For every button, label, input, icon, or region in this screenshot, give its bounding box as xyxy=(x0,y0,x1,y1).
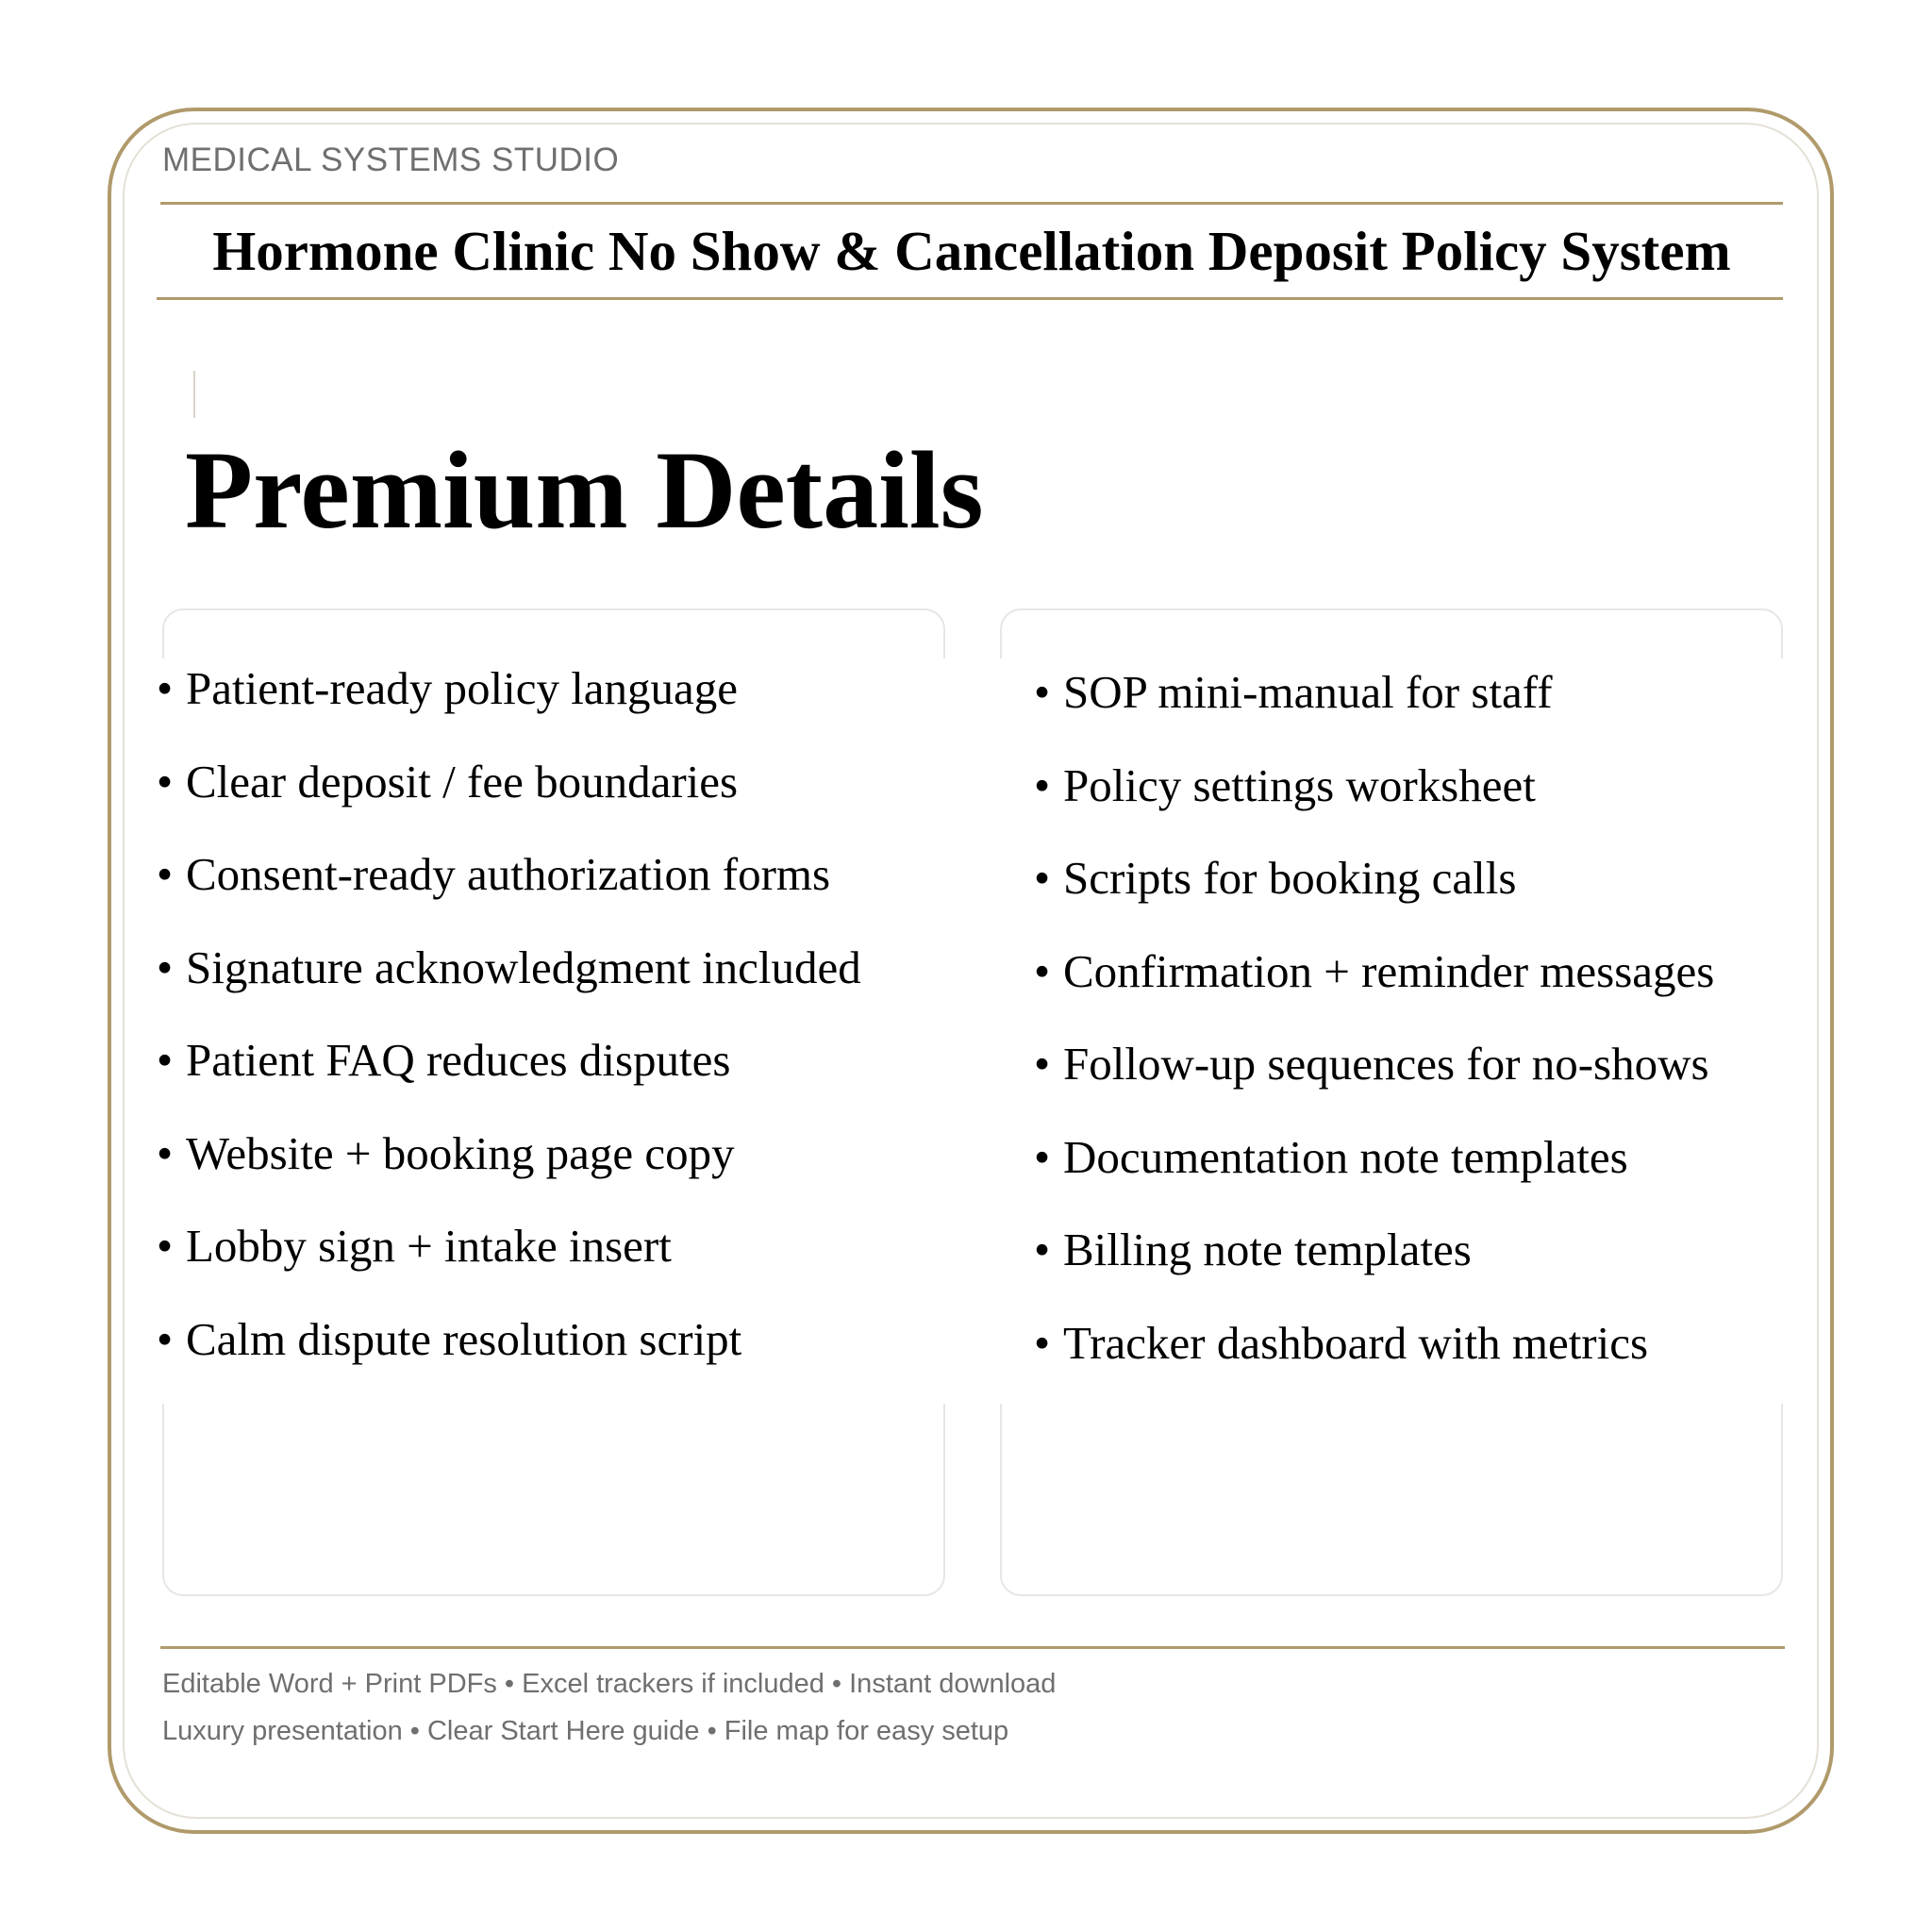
bullet-icon: • xyxy=(1034,758,1051,811)
bullet-icon: • xyxy=(157,1034,174,1086)
document-title: Hormone Clinic No Show & Cancellation Deposit Policy System xyxy=(212,220,1731,282)
bullet-icon: • xyxy=(1034,1130,1051,1183)
list-item-text: Calm dispute resolution script xyxy=(186,1312,742,1365)
right-feature-list xyxy=(1034,664,1714,1407)
list-item-text: Billing note templates xyxy=(1063,1224,1472,1275)
list-item-text: Clear deposit / fee boundaries xyxy=(186,755,739,808)
footer-line-formats: Editable Word + Print PDFs • Excel trackers if included • Instant download xyxy=(162,1669,1057,1699)
bullet-icon: • xyxy=(1034,852,1051,904)
list-item xyxy=(1034,758,1714,851)
bullet-icon: • xyxy=(157,755,174,808)
list-item xyxy=(1034,1222,1714,1315)
bullet-icon: • xyxy=(1034,1316,1051,1369)
list-item xyxy=(157,940,861,1033)
list-item-text: Website + booking page copy xyxy=(186,1126,735,1179)
list-item-text: Documentation note templates xyxy=(1063,1130,1628,1183)
bullet-icon: • xyxy=(1034,1038,1051,1090)
bullet-icon: • xyxy=(157,941,174,993)
list-item-text: Patient-ready policy language xyxy=(186,662,739,714)
brand-divider xyxy=(160,202,1783,205)
bullet-icon: • xyxy=(157,848,174,900)
list-item-text: Follow-up sequences for no-shows xyxy=(1063,1038,1709,1090)
heading-accent-bar xyxy=(193,371,195,418)
list-item xyxy=(1034,850,1714,943)
list-item xyxy=(157,846,861,940)
list-item-text: Lobby sign + intake insert xyxy=(186,1220,672,1272)
list-item-text: Confirmation + reminder messages xyxy=(1063,944,1715,997)
list-item xyxy=(157,1311,861,1405)
bullet-icon: • xyxy=(157,1312,174,1365)
footer-divider xyxy=(160,1646,1785,1649)
footer-line-presentation: Luxury presentation • Clear Start Here guide • File map for easy setup xyxy=(162,1716,1009,1746)
list-item xyxy=(1034,664,1714,758)
list-item-text: Tracker dashboard with metrics xyxy=(1063,1316,1649,1369)
bullet-icon: • xyxy=(1034,944,1051,997)
list-item xyxy=(1034,1129,1714,1223)
list-item xyxy=(157,1125,861,1219)
list-item xyxy=(157,660,861,754)
list-item-text: Consent-ready authorization forms xyxy=(186,848,831,900)
list-item xyxy=(1034,1036,1714,1129)
bullet-icon: • xyxy=(157,662,174,714)
list-item xyxy=(157,1032,861,1125)
bullet-icon: • xyxy=(1034,1224,1051,1275)
list-item xyxy=(1034,1315,1714,1408)
list-item xyxy=(1034,943,1714,1037)
list-item xyxy=(157,754,861,847)
list-item-text: Patient FAQ reduces disputes xyxy=(186,1034,731,1086)
bullet-icon: • xyxy=(1034,666,1051,718)
list-item-text: Scripts for booking calls xyxy=(1063,852,1517,904)
title-divider xyxy=(157,297,1783,300)
brand-label: MEDICAL SYSTEMS STUDIO xyxy=(162,142,620,178)
bullet-icon: • xyxy=(157,1220,174,1272)
list-item-text: Signature acknowledgment included xyxy=(186,941,861,993)
left-feature-list xyxy=(157,660,861,1404)
list-item-text: SOP mini-manual for staff xyxy=(1063,666,1553,718)
bullet-icon: • xyxy=(157,1126,174,1179)
list-item xyxy=(157,1218,861,1311)
list-item-text: Policy settings worksheet xyxy=(1063,758,1536,811)
section-heading: Premium Details xyxy=(185,428,984,552)
